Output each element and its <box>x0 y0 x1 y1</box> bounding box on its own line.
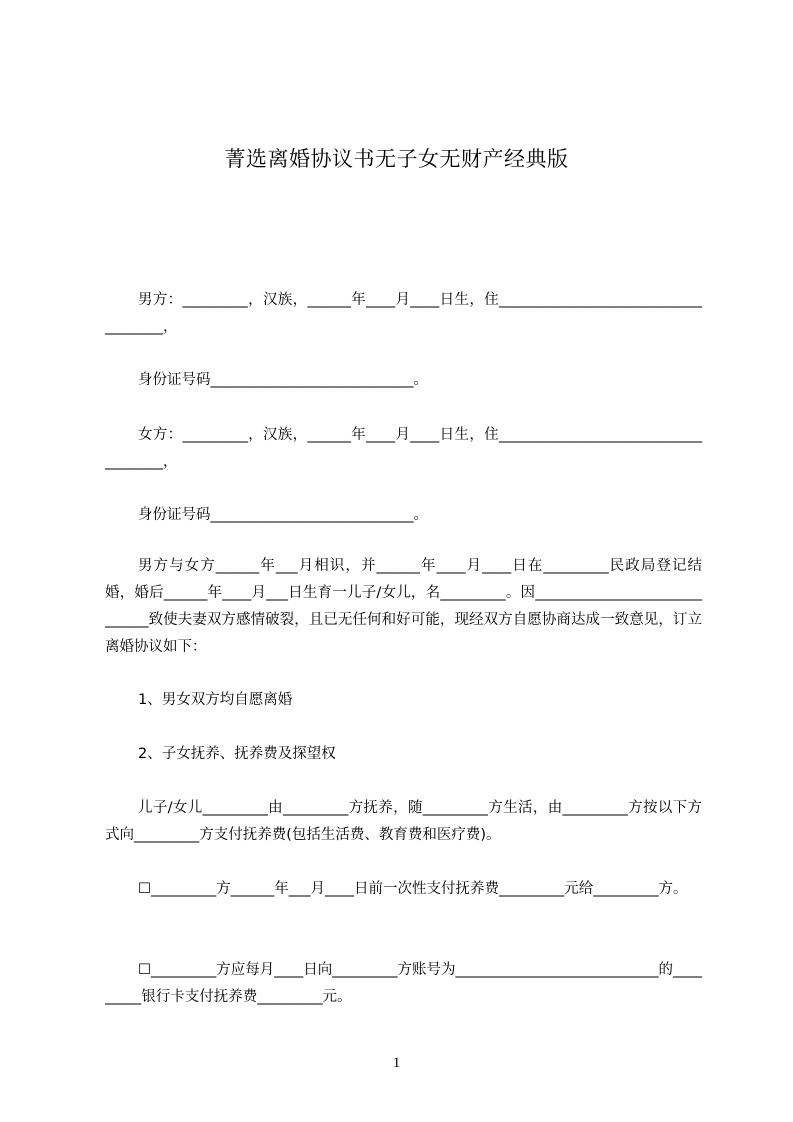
female-party-info: 女方：_________，汉族，______年____月____日生，住____________________________________， <box>105 427 702 470</box>
document-title: 菁选离婚协议书无子女无财产经典版 <box>224 147 569 171</box>
marriage-background-paragraph: 男方与女方______年___月相识，并______年____月____日在_________民政局登记结婚，婚后______年____月___日生育一儿子/女儿，名_________。因_____________________________致使夫妻双方感情破裂，且已无任何和好可能，现经双方自愿协商达成一致意见，订立离婚协议如下： <box>105 558 702 655</box>
clause-1: 1、男女双方均自愿离婚 <box>138 692 293 708</box>
page-number: 1 <box>392 1055 401 1071</box>
lump-sum-option: ☐_________方______年___月____日前一次性支付抚养费_________元给_________方。 <box>138 881 688 897</box>
monthly-payment-option: ☐_________方应每月____日向_________方账号为____________________________的_________银行卡支付抚养费_________元。 <box>105 962 702 1005</box>
child-custody-paragraph: 儿子/女儿_________由_________方抚养，随_________方生活，由_________方按以下方式向_________方支付抚养费(包括生活费、教育费和医疗费)。 <box>105 800 702 843</box>
male-id-number: 身份证号码____________________________。 <box>138 372 428 388</box>
clause-2-heading: 2、子女抚养、抚养费及探望权 <box>138 746 336 762</box>
male-party-info: 男方：_________，汉族，______年____月____日生，住____________________________________， <box>105 292 702 335</box>
female-id-number: 身份证号码____________________________。 <box>138 507 428 523</box>
